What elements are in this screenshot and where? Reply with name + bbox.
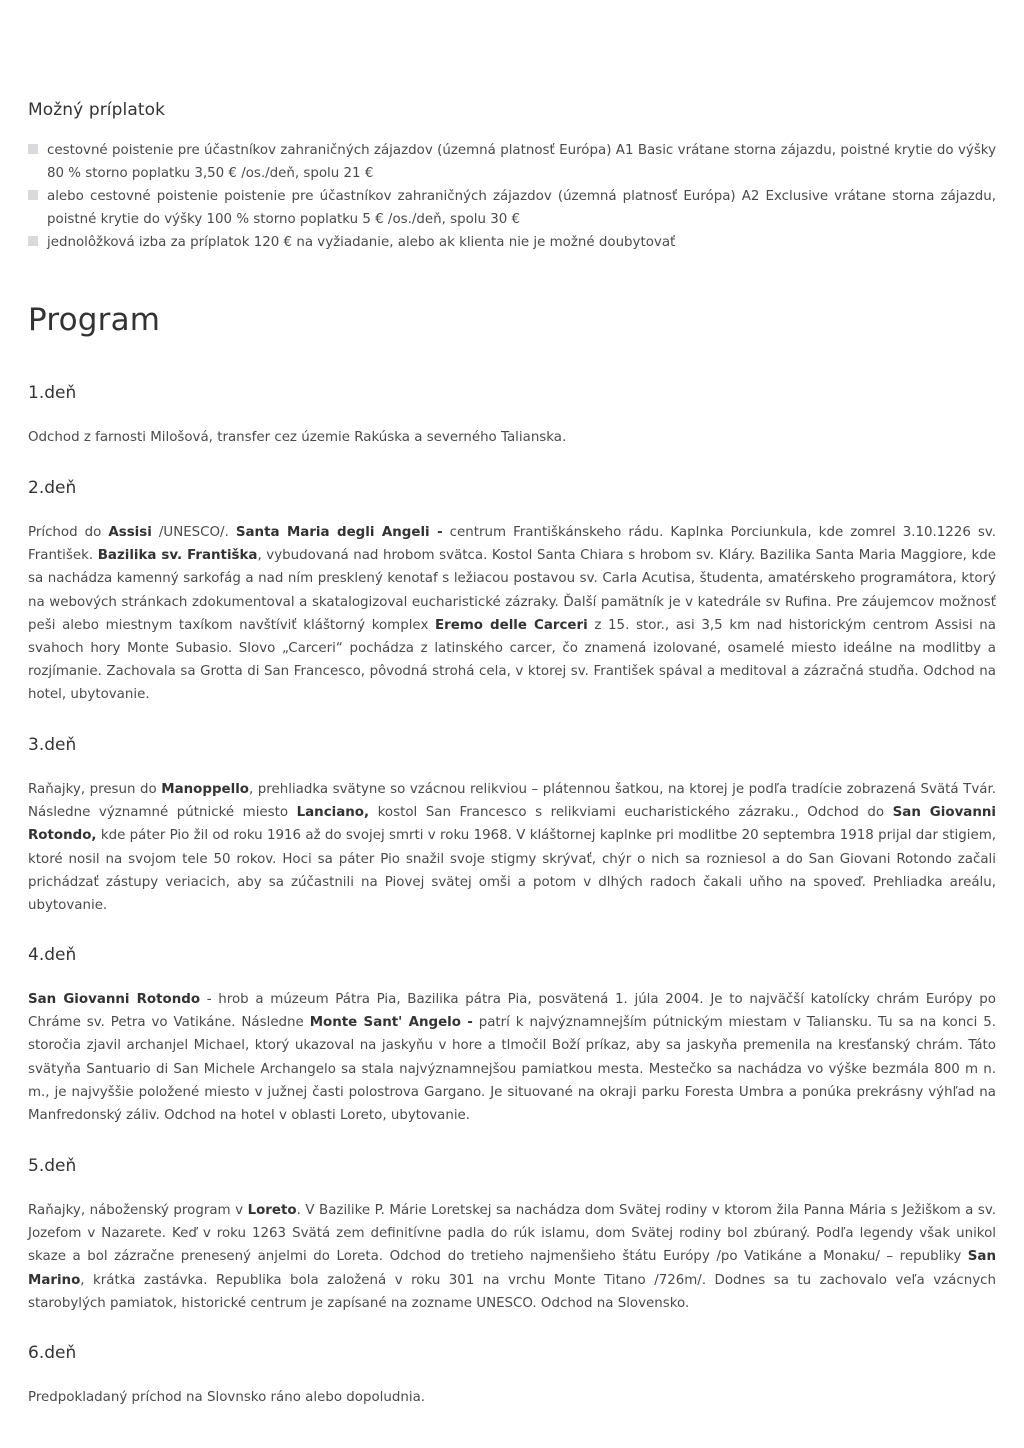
surcharge-heading: Možný príplatok	[28, 100, 166, 120]
program-day-3	[28, 734, 996, 917]
square-bullet-icon	[28, 236, 38, 246]
text-run: centrum Františkánskeho rádu. Kaplnka Porciunkula, kde zomrel 3.10.1226 sv. František.	[28, 525, 996, 564]
day-description	[28, 778, 996, 917]
highlighted-place: Santa Maria degli Angeli -	[235, 525, 443, 540]
text-run: Predpokladaný príchod na Slovnsko ráno alebo dopoludnia.	[28, 1390, 426, 1405]
text-run: . V Bazilike P. Márie Loretskej sa nachádza dom Svätej rodiny v ktorom žila Panna Mária s Ježiškom a sv. Jozefom v Nazarete. Keď v roku 1263 Svätá zem definitívne padla do rúk islamu, dom Svätej rodiny bol zbúraný. Podľa legendy však unikol skaze a bol zázračne prenesený anjelmi do Loreta. Odchod do tretieho najmenšieho štátu Európy /po Vatikáne a Monaku/ – republiky	[28, 1203, 997, 1265]
program-day-1	[28, 382, 996, 449]
program-day-4	[28, 944, 996, 1127]
day-title: 6.deň	[28, 1343, 77, 1363]
highlighted-place: Loreto	[247, 1203, 297, 1218]
text-run: /UNESCO/.	[151, 525, 236, 540]
text-run: z 15. stor., asi 3,5 km nad historickým centrom Assisi na svahoch hory Monte Subasio. Slovo „Carceri“ pochádza z latinského carcer, čo znamená izolované, osamelé miesto ideálne na modlitby a rozjímanie. Zachovala sa Grotta di San Francesco, pôvodná strohá cela, v ktorej sv. František spával a meditoval a zázračná studňa. Odchod na hotel, ubytovanie.	[28, 617, 997, 703]
surcharge-item-text: alebo cestovné poistenie poistenie pre účastníkov zahraničných zájazdov (územná platnosť Európa) A2 Exclusive vrátane storna zájazdu, poistné krytie do výšky 100 % storno poplatku 5 € /os./deň, spolu 30 €	[47, 189, 996, 227]
day-description	[28, 1386, 996, 1409]
day-title: 3.deň	[28, 735, 77, 755]
square-bullet-icon	[28, 190, 38, 200]
program-day-2	[28, 477, 996, 707]
day-title: 1.deň	[28, 383, 77, 403]
text-run: Odchod z farnosti Milošová, transfer cez územie Rakúska a severného Talianska.	[28, 430, 567, 445]
surcharge-list	[28, 139, 996, 254]
text-run: patrí k najvýznamnejším pútnickým miestam v Taliansku. Tu sa na konci 5. storočia zjavil archanjel Michael, ktorý ukazoval na jaskyňu v hore a tlmočil Boží príkaz, aby sa jaskyňa premenila na kresťanský chrám. Táto svätyňa Santuario di San Michele Archangelo sa stala najvýznamnejšou pamiatkou mesta. Mestečko sa nachádza vo výške bezmála 800 m n. m., je najvyššie položené miesto v južnej časti polostrova Gargano. Je situované na okraji parku Foresta Umbra a ponúka prekrásny výhľad na Manfredonský záliv. Odchod na hotel v oblasti Loreto, ubytovanie.	[28, 1015, 996, 1124]
day-description	[28, 426, 996, 449]
surcharge-item-text: jednolôžková izba za príplatok 120 € na vyžiadanie, alebo ak klienta nie je možné doubytovať	[47, 235, 676, 250]
day-title: 5.deň	[28, 1156, 77, 1176]
day-description	[28, 521, 996, 707]
text-run: , krátka zastávka. Republika bola založená v roku 301 na vrchu Monte Titano /726m/. Dodnes sa tu zachovalo veľa vzácnych starobylých pamiatok, historické centrum je zapísané na zozname UNESCO. Odchod na Slovensko.	[28, 1272, 996, 1311]
highlighted-place: San Giovanni Rotondo	[28, 992, 201, 1007]
text-run: , vybudovaná nad hrobom svätca. Kostol Santa Chiara s hrobom sv. Kláry. Bazilika Santa Maria Maggiore, kde sa nachádza kamenný sarkofág a nad ním presklený kenotaf s ležiacou postavou sv. Carla Acutisa, študenta, amatérskeho programátora, ktorý na webových stránkach zdokumentoval a skatalogizoval eucharistické zázraky. Ďalší pamätník je v katedrále sv Rufina. Pre záujemcov možnosť peši alebo miestnym taxíkom navštíviť kláštorný komplex	[28, 548, 996, 633]
text-run: kostol San Francesco s relikviami eucharistického zázraku., Odchod do	[369, 805, 893, 821]
highlighted-place: Bazilika sv. Františka	[97, 548, 258, 564]
highlighted-place: Manoppello	[161, 782, 249, 797]
text-run: kde páter Pio žil od roku 1916 až do svojej smrti v roku 1968. V kláštornej kaplnke pri modlitbe 20 septembra 1918 prijal dar stigiem, ktoré nosil na svojom tele 50 rokov. Hoci sa páter Pio snažil svoje stigmy skrývať, chýr o nich sa rozniesol a do San Giovani Rotondo začali prichádzať zástupy veriacich, aby sa zúčastnili na Piovej svätej omši a potom v dlhých radoch čakali uňho na spoveď. Prehliadka areálu, ubytovanie.	[28, 828, 996, 914]
day-title: 2.deň	[28, 478, 77, 498]
day-description	[28, 988, 996, 1127]
surcharge-item	[28, 139, 996, 185]
text-run: Príchod do	[28, 525, 109, 540]
text-run: - hrob a múzeum Pátra Pia, Bazilika pátra Pia, posvätená 1. júla 2004. Je to najväčší katolícky chrám Európy po Chráme sv. Petra vo Vatikáne. Následne	[28, 992, 996, 1031]
highlighted-place: Monte Sant' Angelo -	[309, 1015, 473, 1031]
text-run: Raňajky, presun do	[28, 782, 162, 797]
day-title: 4.deň	[28, 945, 77, 965]
text-run: , prehliadka svätyne so vzácnou relikviou – plátennou šatkou, na ktorej je podľa tradície zobrazená Svätá Tvár. Následne významné pútnické miesto	[28, 782, 996, 821]
program-day-5	[28, 1155, 996, 1315]
surcharge-item	[28, 185, 996, 231]
day-description	[28, 1199, 996, 1315]
highlighted-place: Eremo delle Carceri	[435, 617, 588, 633]
highlighted-place: San Marino	[28, 1249, 996, 1288]
highlighted-place: Lanciano,	[296, 805, 370, 821]
surcharge-item-text: cestovné poistenie pre účastníkov zahraničných zájazdov (územná platnosť Európa) A1 Basic vrátane storna zájazdu, poistné krytie do výšky 80 % storno poplatku 3,50 € /os./deň, spolu 21 €	[47, 143, 996, 181]
surcharge-item	[28, 231, 996, 254]
highlighted-place: San Giovanni Rotondo,	[28, 805, 996, 844]
highlighted-place: Assisi	[108, 525, 152, 540]
square-bullet-icon	[28, 144, 38, 154]
program-day-6	[28, 1342, 996, 1409]
text-run: Raňajky, náboženský program v	[28, 1203, 248, 1218]
program-heading: Program	[28, 302, 161, 338]
